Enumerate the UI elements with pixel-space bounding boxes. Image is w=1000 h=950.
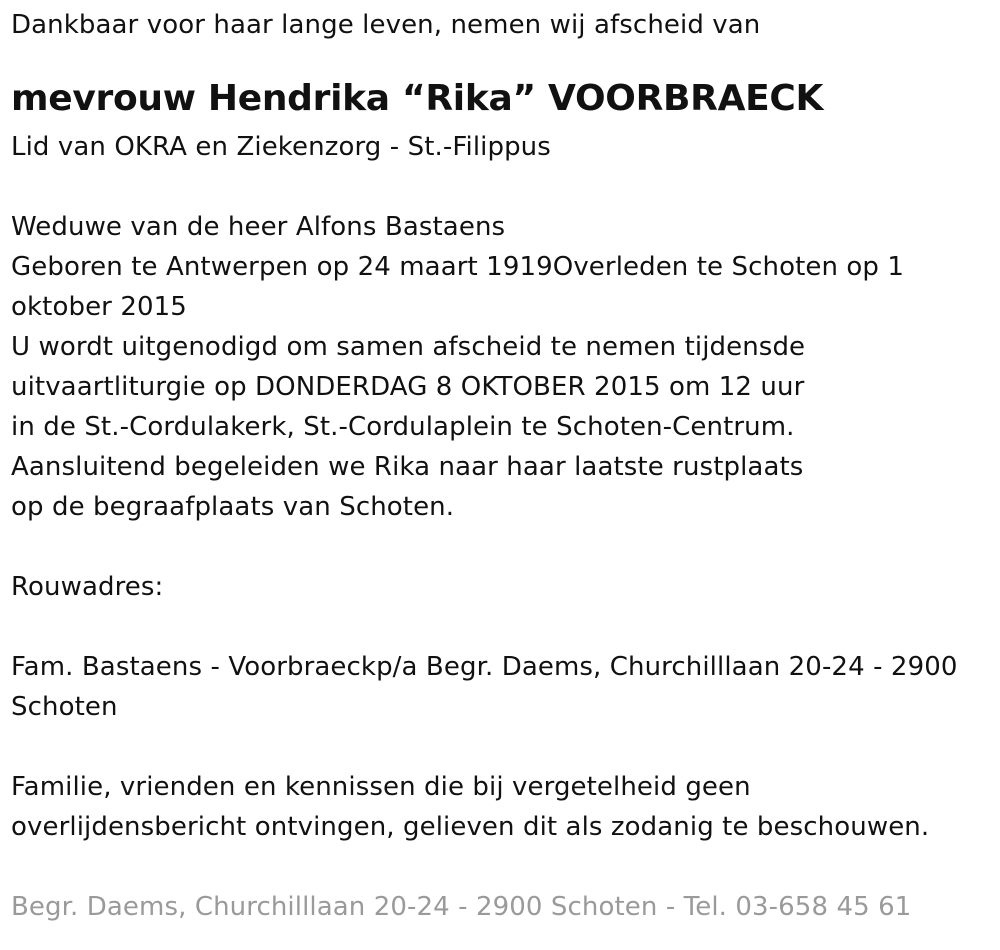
notice-line: overlijdensbericht ontvingen, gelieven dit als zodanig te beschouwen. (11, 812, 930, 842)
invite-line: Aansluitend begeleiden we Rika naar haar laatste rustplaats (11, 452, 804, 482)
spacer (11, 607, 986, 647)
membership-text: Lid van OKRA en Ziekenzorg - St.-Filippus (11, 132, 551, 162)
widow-of-text: Weduwe van de heer Alfons Bastaens (11, 212, 506, 242)
spacer (11, 727, 986, 767)
death-notice (11, 0, 986, 927)
spacer (11, 847, 986, 887)
intro-text: Dankbaar voor haar lange leven, nemen wij afscheid van (11, 10, 761, 40)
funeral-home-footer: Begr. Daems, Churchilllaan 20-24 - 2900 Schoten - Tel. 03-658 45 61 (11, 892, 912, 922)
invite-line: op de begraafplaats van Schoten. (11, 492, 455, 522)
spacer (11, 167, 986, 207)
spacer (11, 527, 986, 567)
address-label: Rouwadres: (11, 572, 164, 602)
born-died-line-1: Geboren te Antwerpen op 24 maart 1919Overleden te Schoten op 1 (11, 252, 905, 282)
notice-line: Familie, vrienden en kennissen die bij vergetelheid geen (11, 772, 751, 802)
invite-line: in de St.-Cordulakerk, St.-Cordulaplein te Schoten-Centrum. (11, 412, 795, 442)
invite-line: U wordt uitgenodigd om samen afscheid te nemen tijdensde (11, 332, 806, 362)
spacer (11, 45, 986, 69)
deceased-name: mevrouw Hendrika “Rika” VOORBRAECK (11, 78, 824, 119)
invite-line: uitvaartliturgie op DONDERDAG 8 OKTOBER 2015 om 12 uur (11, 372, 805, 402)
address-line-1: Fam. Bastaens - Voorbraeckp/a Begr. Daems, Churchilllaan 20-24 - 2900 (11, 652, 958, 682)
address-line-2: Schoten (11, 692, 118, 722)
born-died-line-2: oktober 2015 (11, 292, 187, 322)
